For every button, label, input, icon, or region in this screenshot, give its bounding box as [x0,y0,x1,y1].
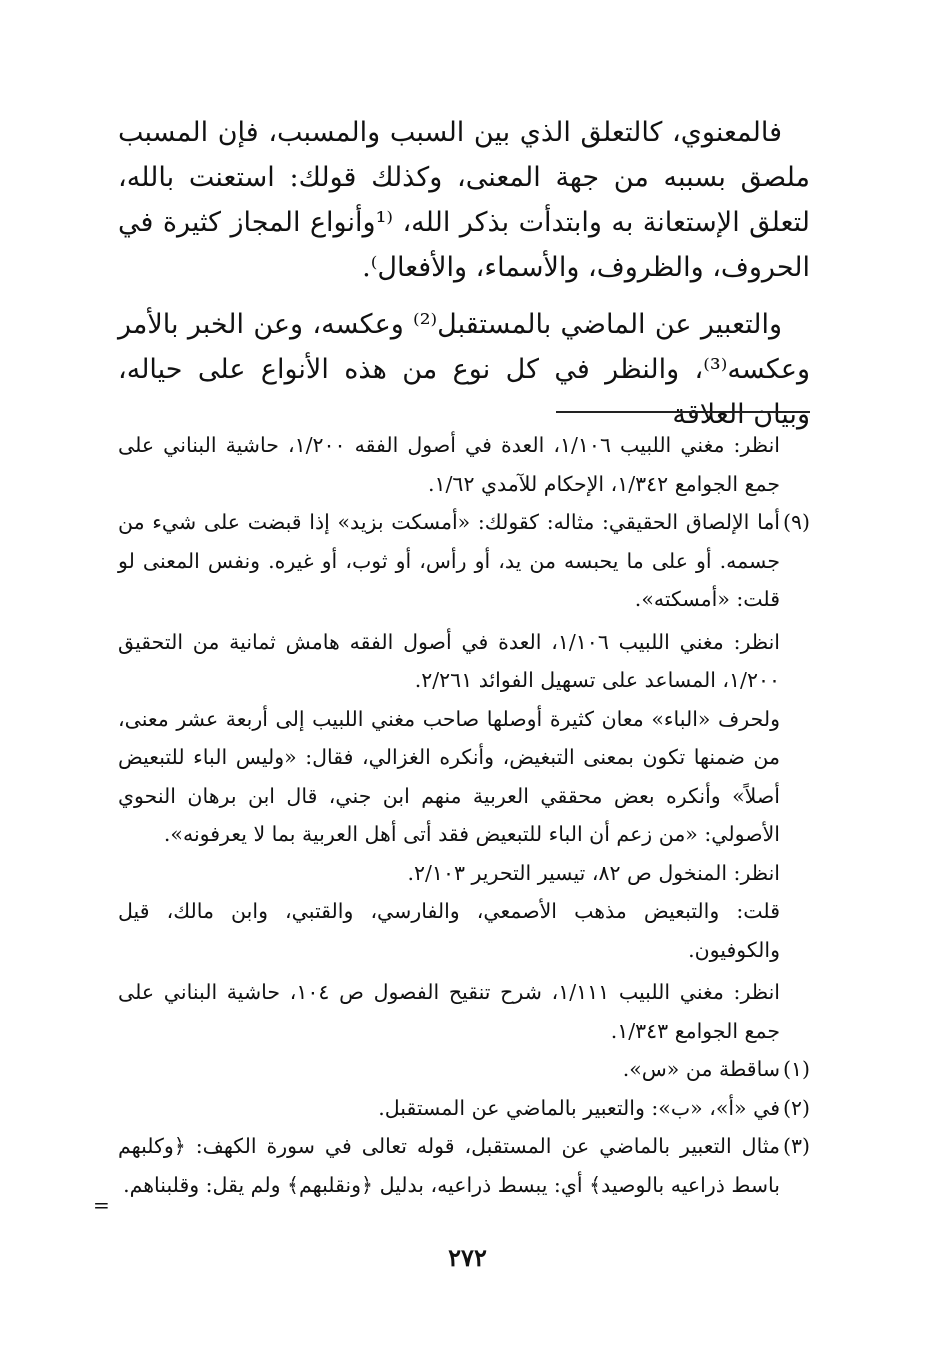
continuation-mark: = [93,1193,110,1217]
main-paragraph-1: فالمعنوي، كالتعلق الذي بين السبب والمسبب، فإن المسبب ملصق بسببه من جهة المعنى، وكذلك قولك: استعنت بالله، لتعلق الإستعانة به وابتدأت بذكر الله، ⁽¹وأنواع المجاز كثيرة في الحروف، والظروف، والأسماء، والأفعال⁾. [118,117,810,283]
footnotes [118,426,810,1204]
footnote-reference-b: انظر: مغني اللبيب ١/١٠٦، العدة في أصول الفقه هامش ثمانية من التحقيق ١/٢٠٠، المساعد على تسهيل الفوائد ٢/٢٦١. [118,629,781,692]
footnote-number: (٩) [782,510,810,534]
footnote-number: (٢) [782,1095,810,1120]
footnote-number: (١) [782,1057,810,1081]
footnote-text: ساقطة من «س». [622,1057,780,1081]
main-paragraph-2: والتعبير عن الماضي بالمستقبل⁽²⁾ وعكسه، وعن الخبر بالأمر وعكسه⁽³⁾، والنظر في كل نوع من هذه الأنواع على حياله، وبيان العلاقة [118,309,810,430]
footnote-reference-f: انظر: مغني اللبيب ١/١١١، شرح تنقيح الفصول ص ١٠٤، حاشية البناني على جمع الجوامع ١/٣٤٣. [118,980,780,1043]
footnote-2 [118,1089,810,1128]
page-number: ٢٧٢ [448,1243,487,1272]
footnote-baa-meanings: ولحرف «الباء» معان كثيرة أوصلها صاحب مغني اللبيب إلى أربعة عشر معنى، من ضمنها تكون بمعنى التبغيض، وأنكره الغزالي، فقال: «وليس الباء للتبعيض أصلاً» وأنكره بعض محققي العربية منهم ابن جني، قال ابن برهان النحوي الأصولي: «من زعم أن الباء للتبعيض فقد أتى أهل العربية بما لا يعرفونه». [118,706,780,846]
footnote-3 [118,1127,810,1204]
main-text [118,110,810,449]
footnote-text: أما الإلصاق الحقيقي: مثاله: كقولك: «أمسكت بزيد» إذا قبضت على شيء من جسمه. أو على ما يحبسه من يد، أو رأس، أو ثوب، أو غيره. ونفس المعنى لو قلت: «أمسكته». [118,510,780,611]
footnote-number: (٣) [782,1134,810,1158]
footnote-text: مثال التعبير بالماضي عن المستقبل، قوله تعالى في سورة الكهف: ﴿وكلبهم باسط ذراعيه بالوصيد﴾ أي: يبسط ذراعيه، بدليل ﴿ونقلبهم﴾ ولم يقل: وقلبناهم. [118,1134,780,1197]
footnote-reference-d: انظر: المنخول ص ٨٢، تيسير التحرير ٢/١٠٣. [407,860,780,885]
footnote-text: في «أ»، «ب»: والتعبير بالماضي عن المستقبل. [378,1095,780,1120]
footnote-1 [118,1050,810,1089]
footnote-tabeed: قلت: والتبعيض مذهب الأصمعي، والفارسي، والقتبي، وابن مالك، قيل والكوفيون. [118,899,780,962]
footnote-separator [556,411,810,413]
footnote-9 [118,503,810,619]
footnote-reference-a: انظر: مغني اللبيب ١/١٠٦، العدة في أصول الفقه ١/٢٠٠، حاشية البناني على جمع الجوامع ١/٣٤٢، الإحكام للآمدي ١/٦٢. [118,433,780,496]
